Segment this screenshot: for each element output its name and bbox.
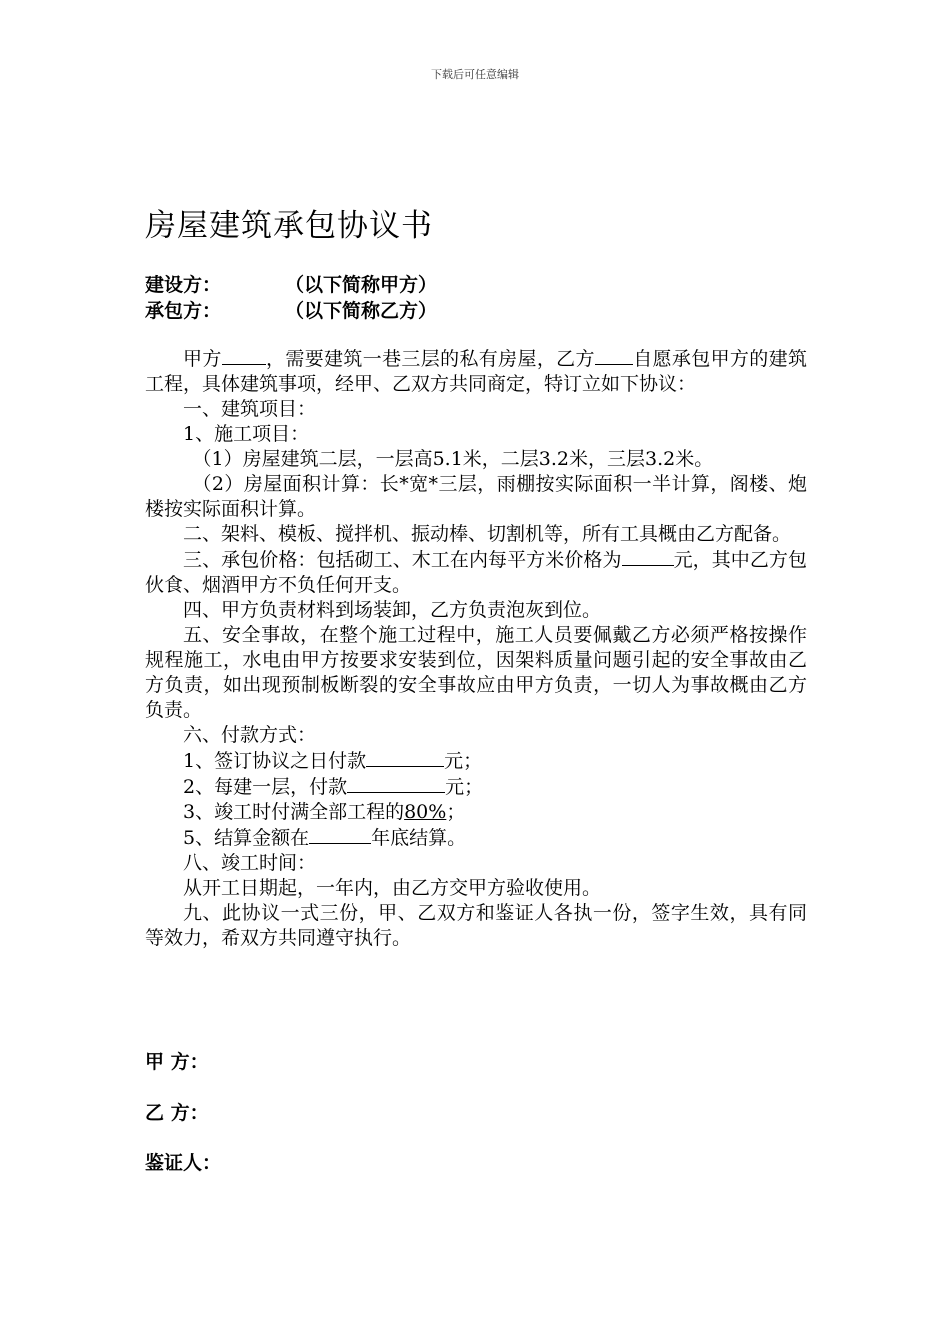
blank-settlement-year (309, 825, 371, 844)
payment-3-text-a: 3、竣工时付满全部工程的 (183, 801, 405, 823)
paragraph-section-9: 九、此协议一式三份，甲、乙双方和鉴证人各执一份，签字生效，具有同等效力，希双方共同遵守执行。 (145, 902, 807, 949)
price-text-a: 三、承包价格：包括砌工、木工在内每平方米价格为 (183, 549, 622, 571)
blank-party-a-name (222, 346, 266, 365)
page-header-note: 下载后可任意编辑 (431, 68, 519, 81)
signature-witness: 鉴证人： (145, 1152, 222, 1174)
intro-text-b: ，需要建筑一巷三层的私有房屋，乙方 (265, 348, 595, 370)
paragraph-section-2: 二、架料、模板、搅拌机、振动棒、切割机等，所有工具概由乙方配备。 (183, 523, 792, 545)
intro-text-c: 自愿承包甲方的建筑工程，具体建筑事项，经甲、乙双方共同商定，特订立如下协议： (145, 348, 807, 395)
party-row-builder (145, 272, 437, 298)
paragraph-section-8: 八、竣工时间： (183, 852, 317, 874)
signature-party-b: 乙 方： (145, 1102, 209, 1124)
intro-text-a: 甲方 (183, 348, 222, 370)
paragraph-item-1-2: （2）房屋面积计算：长*宽*三层，雨棚按实际面积一半计算，阁楼、炮楼按实际面积计算。 (145, 473, 807, 520)
party-note-builder: （以下简称甲方） (285, 274, 438, 296)
paragraph-payment-3 (145, 800, 807, 825)
document-title: 房屋建筑承包协议书 (145, 208, 433, 244)
payment-1-text-a: 1、签订协议之日付款 (183, 750, 367, 772)
paragraph-section-6: 六、付款方式： (183, 724, 317, 746)
paragraph-item-1: 1、施工项目： (183, 423, 310, 445)
party-note-contractor: （以下简称乙方） (285, 300, 438, 322)
party-row-contractor (145, 298, 437, 324)
payment-3-percent: 80% (404, 801, 447, 823)
paragraph-section-3 (145, 547, 807, 598)
paragraph-section-4: 四、甲方负责材料到场装卸，乙方负责泡灰到位。 (183, 599, 602, 621)
payment-5-text-b: 年底结算。 (371, 827, 467, 849)
blank-payment-2 (347, 774, 445, 793)
party-label-contractor: 承包方： (145, 300, 222, 322)
paragraph-completion: 从开工日期起，一年内，由乙方交甲方验收使用。 (183, 877, 602, 899)
parties-block (145, 272, 437, 324)
paragraph-section-1: 一、建筑项目： (183, 398, 317, 420)
paragraph-item-1-1: （1）房屋建筑二层，一层高5.1米，二层3.2米，三层3.2米。 (192, 448, 714, 470)
paragraph-payment-2 (145, 774, 807, 800)
payment-2-text-b: 元； (445, 776, 484, 798)
paragraph-section-5: 五、安全事故，在整个施工过程中，施工人员要佩戴乙方必须严格按操作规程施工，水电由甲方按要求安装到位，因架料质量问题引起的安全事故由乙方负责，如出现预制板断裂的安全事故应由甲方负责，一切人为事故概由乙方负责。 (145, 624, 807, 721)
blank-party-b-name (595, 346, 633, 365)
payment-5-text-a: 5、结算金额在 (183, 827, 310, 849)
paragraph-payment-5 (145, 825, 807, 851)
paragraph-payment-1 (145, 748, 807, 774)
agreement-body (145, 346, 807, 951)
blank-unit-price (622, 547, 674, 566)
blank-payment-1 (366, 748, 444, 767)
party-label-builder: 建设方： (145, 274, 222, 296)
payment-2-text-a: 2、每建一层，付款 (183, 776, 348, 798)
payment-3-text-b: ； (446, 801, 466, 823)
price-text-b: 元，其中乙方包伙食、烟酒甲方不负任何开支。 (145, 549, 807, 596)
paragraph-intro (145, 346, 807, 397)
signature-party-a: 甲 方： (145, 1051, 209, 1073)
payment-1-text-b: 元； (444, 750, 483, 772)
